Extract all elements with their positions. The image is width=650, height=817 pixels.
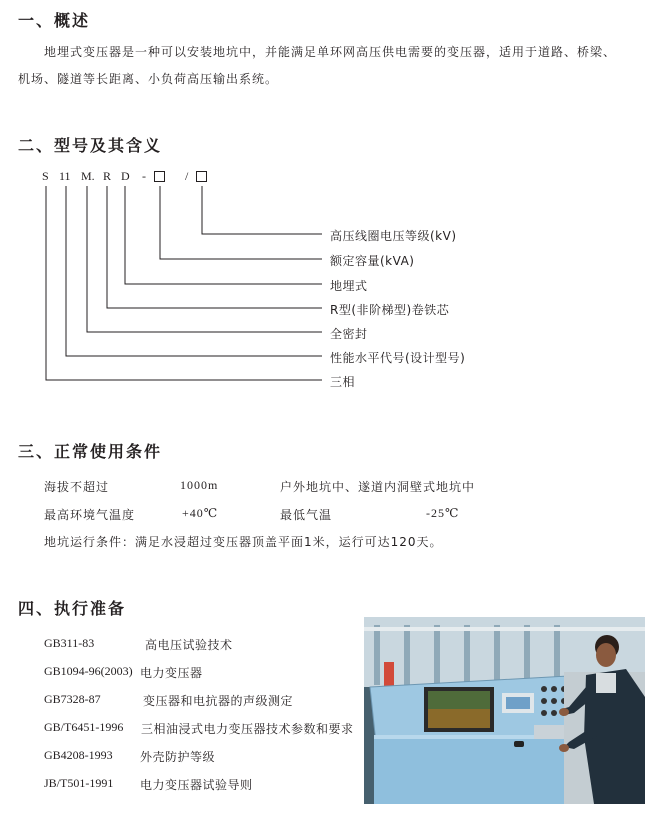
standard-title: 高电压试验技术 [145,638,233,652]
model-label-three-phase: 三相 [330,375,356,389]
model-label-voltage: 高压线圈电压等级(kV) [330,229,457,243]
model-char-r: R [103,169,112,183]
test-console-photo [364,617,645,804]
standard-title: 外壳防护等级 [140,750,216,764]
model-char-slash: / [185,169,189,183]
overview-text-line2: 机场、隧道等长距离、小负荷高压输出系统。 [18,72,279,86]
section-heading-conditions: 三、正常使用条件 [18,442,163,461]
model-char-m: M. [81,169,95,183]
altitude-value: 1000m [180,478,219,492]
model-label-capacity: 额定容量(kVA) [330,254,415,268]
standard-code: GB311-83 [44,636,95,650]
section-heading-model: 二、型号及其含义 [18,136,163,155]
standard-title: 电力变压器 [140,666,203,680]
standard-code: GB7328-87 [44,692,101,706]
model-label-sealed: 全密封 [330,327,368,341]
standard-code: JB/T501-1991 [44,776,114,790]
standard-code: GB1094-96(2003) [44,664,133,678]
min-temp-value: -25℃ [426,506,460,520]
model-char-dash: - [142,169,146,183]
min-temp-label: 最低气温 [280,508,333,522]
model-label-performance: 性能水平代号(设计型号) [330,351,466,365]
model-label-underground: 地埋式 [330,279,368,293]
max-temp-label: 最高环境气温度 [44,508,136,522]
standard-code: GB4208-1993 [44,748,113,762]
model-char-s: S [42,169,49,183]
model-char-d: D [121,169,130,183]
standard-title: 电力变压器试验导则 [140,778,253,792]
section-heading-standards: 四、执行准备 [18,599,127,618]
altitude-label: 海拔不超过 [44,480,110,494]
overview-text-line1: 地埋式变压器是一种可以安装地坑中，并能满足单环网高压供电需要的变压器，适用于道路、桥梁、 [44,45,617,59]
section-heading-overview: 一、概述 [18,11,91,30]
pit-operating-condition: 地坑运行条件：满足水浸超过变压器顶盖平面1米，运行可达120天。 [44,535,443,549]
standard-title: 三相油浸式电力变压器技术参数和要求 [141,722,354,736]
standard-title: 变压器和电抗器的声级测定 [143,694,294,708]
max-temp-value: +40℃ [182,506,219,520]
standard-code: GB/T6451-1996 [44,720,124,734]
model-label-core: R型(非阶梯型)卷铁芯 [330,303,450,317]
model-char-11: 11 [59,169,71,183]
install-location: 户外地坑中、遂道内洞壁式地坑中 [280,480,476,494]
test-console-illustration [364,617,645,804]
